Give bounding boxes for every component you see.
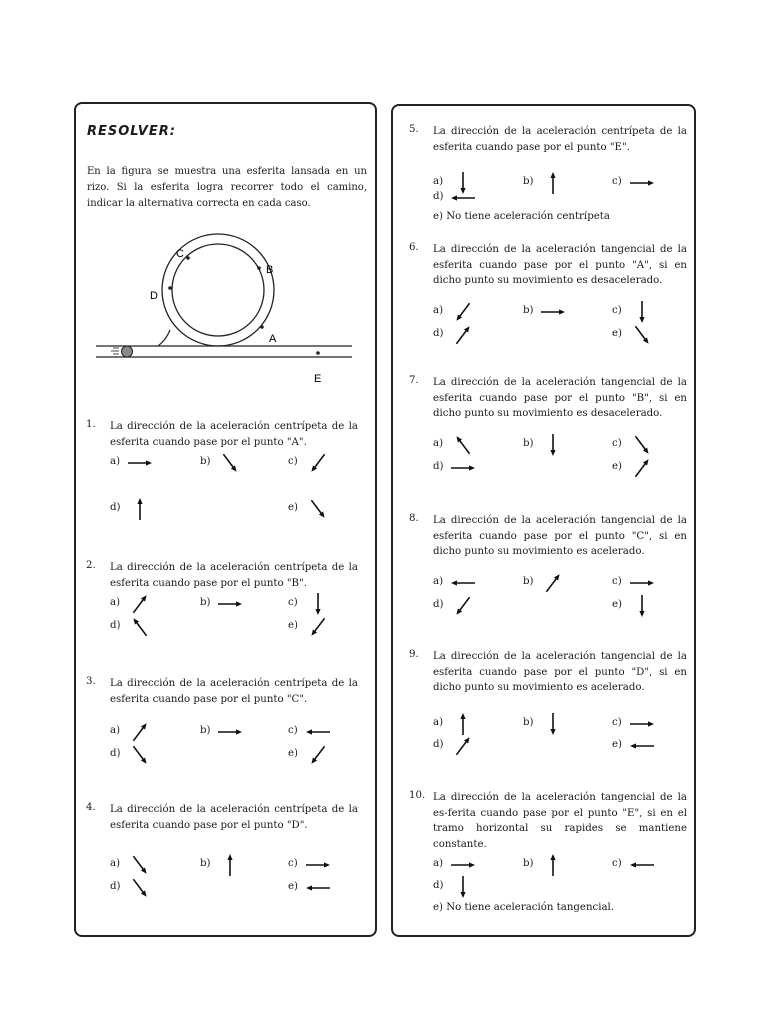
arrow-up-icon (215, 850, 245, 880)
option-extra: e) No tiene aceleración centrípeta (433, 211, 610, 222)
option-label: c) (612, 305, 622, 316)
label-b: B (266, 264, 274, 276)
option-label: c) (612, 858, 622, 869)
arrow-down-right-icon (125, 740, 155, 770)
arrow-left-icon (627, 850, 657, 880)
label-e: E (314, 373, 322, 385)
arrow-down-icon (538, 430, 568, 460)
arrow-up-icon (125, 494, 155, 524)
option-label: a) (433, 858, 444, 869)
arrow-left-icon (448, 183, 478, 213)
question-text: La dirección de la aceleración tangencial de la esferita cuando pase por el punto "B", si en dicho punto su movimiento es desacelerado. (433, 377, 687, 419)
option-label: a) (433, 305, 444, 316)
arrow-up-right-icon (448, 731, 478, 761)
arrow-down-icon (538, 709, 568, 739)
option-label: a) (110, 597, 121, 608)
arrow-up-right-icon (627, 453, 657, 483)
question-number: 2. (86, 560, 96, 571)
option-label: c) (288, 456, 298, 467)
question-text: La dirección de la aceleración tangencial de la esferita cuando pase por el punto "C", si en dicho punto su movimiento es acelerado. (433, 515, 687, 557)
option-label: e) (612, 328, 623, 339)
arrow-left-icon (627, 731, 657, 761)
arrow-down-left-icon (303, 740, 333, 770)
label-c: C (176, 248, 184, 260)
question-number: 6. (409, 242, 419, 253)
question-number: 9. (409, 649, 419, 660)
option-label: b) (523, 858, 534, 869)
question-number: 5. (409, 124, 419, 135)
intro-paragraph: En la figura se muestra una esferita lansada en un rizo. Si la esferita logra recorrer todo el camino, indicar la alternativa correcta en cada caso. (87, 166, 367, 209)
option-label: b) (523, 305, 534, 316)
option-label: a) (433, 576, 444, 587)
option-label: b) (200, 597, 211, 608)
question-number: 3. (86, 676, 96, 687)
loop-figure (92, 230, 372, 390)
question-text: La dirección de la aceleración centrípeta de la esferita cuando pase por el punto "A". (110, 421, 358, 448)
option-label: e) (288, 881, 299, 892)
question-text: La dirección de la aceleración centrípeta de la esferita cuando pase por el punto "B". (110, 562, 358, 589)
option-label: e) (612, 599, 623, 610)
arrow-right-icon (215, 717, 245, 747)
arrow-up-icon (538, 168, 568, 198)
option-label: d) (433, 328, 444, 339)
option-label: a) (110, 725, 121, 736)
resolver-title: RESOLVER: (87, 124, 176, 139)
arrow-down-left-icon (303, 612, 333, 642)
question-text: La dirección de la aceleración tangencial de la esferita cuando pase por el punto "A", si en dicho punto su movimiento es desacelerado. (433, 244, 687, 286)
option-label: d) (110, 502, 121, 513)
arrow-down-left-icon (448, 591, 478, 621)
option-label: d) (433, 599, 444, 610)
option-label: c) (288, 858, 298, 869)
arrow-right-icon (627, 168, 657, 198)
option-label: a) (110, 456, 121, 467)
arrow-right-icon (215, 589, 245, 619)
option-label: d) (433, 880, 444, 891)
option-label: d) (110, 748, 121, 759)
option-label: c) (288, 725, 298, 736)
option-label: d) (110, 881, 121, 892)
label-d: D (150, 290, 158, 302)
option-label: c) (612, 176, 622, 187)
option-label: e) (288, 620, 299, 631)
option-label: b) (200, 725, 211, 736)
arrow-up-icon (538, 850, 568, 880)
question-text: La dirección de la aceleración tangencial de la esferita cuando pase por el punto "D", si en dicho punto su movimiento es acelerado. (433, 651, 687, 693)
option-label: d) (110, 620, 121, 631)
question-number: 7. (409, 375, 419, 386)
label-a: A (269, 333, 277, 345)
option-label: d) (433, 739, 444, 750)
option-label: d) (433, 191, 444, 202)
option-label: c) (288, 597, 298, 608)
option-extra: e) No tiene aceleración tangencial. (433, 902, 615, 913)
option-label: b) (200, 858, 211, 869)
arrow-right-icon (538, 297, 568, 327)
option-label: b) (523, 576, 534, 587)
question-text: La dirección de la aceleración centrípeta de la esferita cuando pase por el punto "E". (433, 126, 687, 153)
arrow-down-icon (627, 591, 657, 621)
option-label: a) (433, 438, 444, 449)
option-label: e) (288, 748, 299, 759)
option-label: b) (523, 438, 534, 449)
option-label: e) (288, 502, 299, 513)
option-label: c) (612, 438, 622, 449)
arrow-down-left-icon (303, 448, 333, 478)
question-number: 8. (409, 513, 419, 524)
option-label: e) (612, 739, 623, 750)
arrow-right-icon (448, 453, 478, 483)
arrow-down-right-icon (125, 873, 155, 903)
question-text: La dirección de la aceleración tangencial de la es-ferita cuando pase por el punto "E", si en el tramo horizontal su rapides se mantiene constante. (433, 792, 687, 850)
arrow-down-icon (448, 872, 478, 902)
question-number: 10. (409, 790, 426, 801)
arrow-up-right-icon (448, 320, 478, 350)
option-label: c) (612, 576, 622, 587)
option-label: a) (433, 176, 444, 187)
question-number: 4. (86, 802, 96, 813)
arrow-down-right-icon (627, 320, 657, 350)
option-label: b) (200, 456, 211, 467)
question-number: 1. (86, 419, 96, 430)
option-label: b) (523, 176, 534, 187)
arrow-up-left-icon (125, 612, 155, 642)
question-text: La dirección de la aceleración centrípeta de la esferita cuando pase por el punto "D". (110, 804, 358, 831)
option-label: a) (110, 858, 121, 869)
arrow-down-right-icon (215, 448, 245, 478)
option-label: d) (433, 461, 444, 472)
ball (122, 346, 133, 357)
question-text: La dirección de la aceleración centrípeta de la esferita cuando pase por el punto "C". (110, 678, 358, 705)
option-label: c) (612, 717, 622, 728)
arrow-left-icon (303, 873, 333, 903)
arrow-up-right-icon (538, 568, 568, 598)
option-label: b) (523, 717, 534, 728)
option-label: a) (433, 717, 444, 728)
option-label: e) (612, 461, 623, 472)
arrow-down-right-icon (303, 494, 333, 524)
arrow-right-icon (125, 448, 155, 478)
